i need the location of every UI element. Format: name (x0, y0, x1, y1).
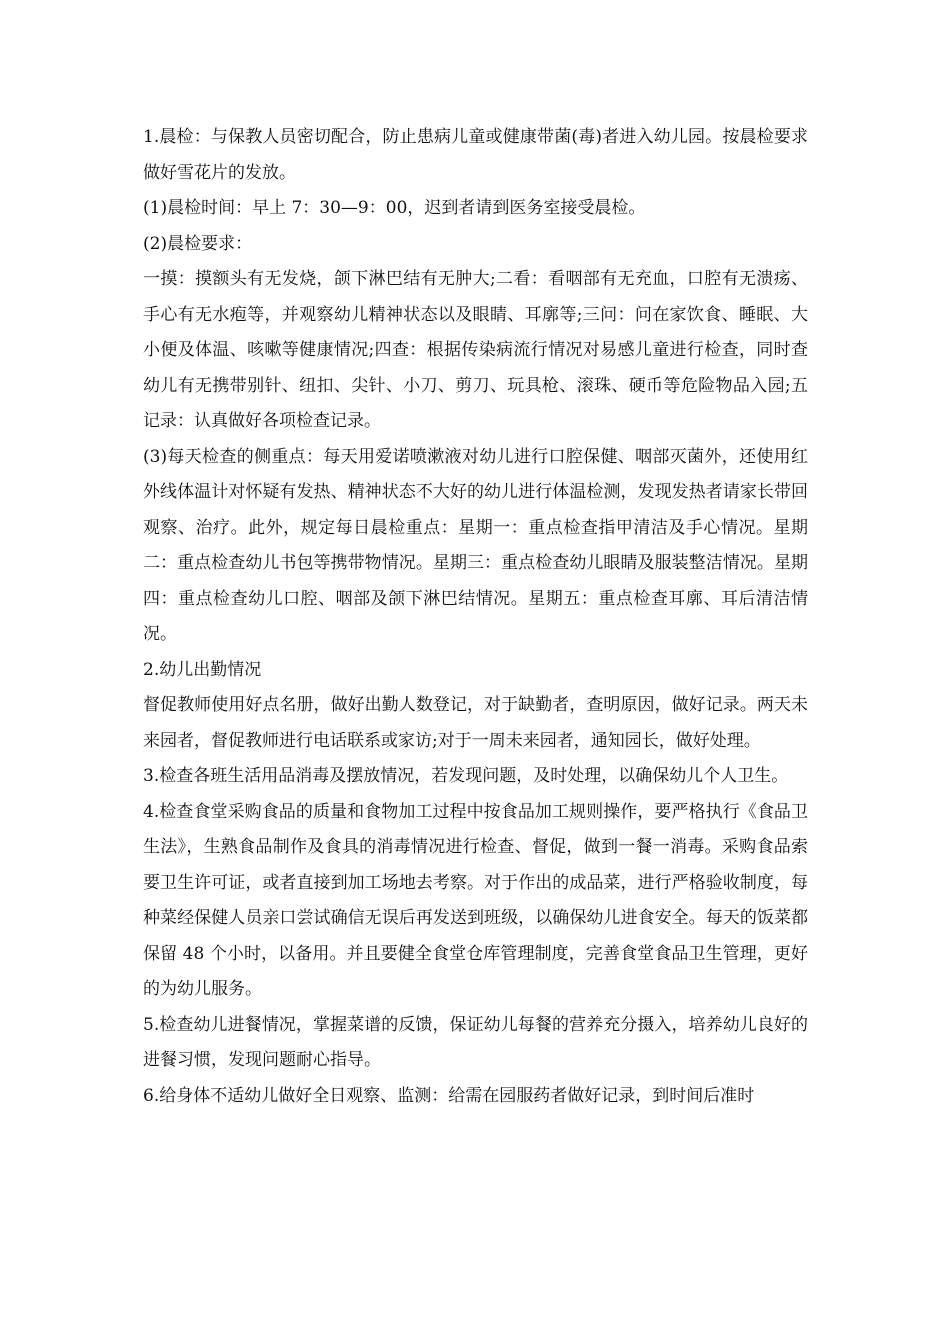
paragraph-morning-check-requirements-heading: (2)晨检要求： (143, 233, 253, 254)
document-body (143, 120, 808, 1114)
paragraph-unwell-children: 6.给身体不适幼儿做好全日观察、监测：给需在园服药者做好记录，到时间后准时 (143, 1085, 755, 1106)
paragraph-attendance-heading: 2.幼儿出勤情况 (143, 659, 262, 680)
paragraph-morning-check-time: (1)晨检时间：早上 7：30—9：00，迟到者请到医务室接受晨检。 (143, 198, 646, 218)
paragraph-daily-focus: (3)每天检查的侧重点：每天用爱诺喷漱液对幼儿进行口腔保健、咽部灭菌外，还使用红外线体温计对怀疑有发热、精神状态不大好的幼儿进行体温检测，发现发热者请家长带回观察、治疗。此外，规定每日晨检重点：星期一：重点检查指甲清洁及手心情况。星期二：重点检查幼儿书包等携带物情况。星期三：重点检查幼儿眼睛及服装整洁情况。星期四：重点检查幼儿口腔、咽部及颌下淋巴结情况。星期五：重点检查耳廓、耳后清洁情况。 (143, 446, 808, 644)
paragraph-morning-check-intro: 1.晨检：与保教人员密切配合，防止患病儿童或健康带菌(毒)者进入幼儿园。按晨检要求做好雪花片的发放。 (143, 127, 808, 183)
paragraph-meals: 5.检查幼儿进餐情况，掌握菜谱的反馈，保证幼儿每餐的营养充分摄入，培养幼儿良好的进餐习惯，发现问题耐心指导。 (143, 1014, 808, 1070)
paragraph-attendance: 督促教师使用好点名册，做好出勤人数登记，对于缺勤者，查明原因，做好记录。两天未来园者，督促教师进行电话联系或家访;对于一周未来园者，通知园长，做好处理。 (143, 695, 808, 751)
paragraph-canteen: 4.检查食堂采购食品的质量和食物加工过程中按食品加工规则操作，要严格执行《食品卫生法》，生熟食品制作及食具的消毒情况进行检查、督促，做到一餐一消毒。采购食品索要卫生许可证，或者直接到加工场地去考察。对于作出的成品菜，进行严格验收制度，每种菜经保健人员亲口尝试确信无误后再发送到班级，以确保幼儿进食安全。每天的饭菜都保留 48 个小时，以备用。并且要健全食堂仓库管理制度，完善食堂食品卫生管理，更好的为幼儿服务。 (143, 801, 808, 999)
paragraph-class-supplies: 3.检查各班生活用品消毒及摆放情况，若发现问题，及时处理，以确保幼儿个人卫生。 (143, 766, 789, 786)
paragraph-morning-check-requirements: 一摸：摸额头有无发烧，颌下淋巴结有无肿大;二看：看咽部有无充血，口腔有无溃疡、手心有无水疱等，并观察幼儿精神状态以及眼睛、耳廓等;三问：问在家饮食、睡眠、大小便及体温、咳嗽等健康情况;四查：根据传染病流行情况对易感儿童进行检查，同时查幼儿有无携带别针、纽扣、尖针、小刀、剪刀、玩具枪、滚珠、硬币等危险物品入园;五记录：认真做好各项检查记录。 (143, 269, 808, 431)
